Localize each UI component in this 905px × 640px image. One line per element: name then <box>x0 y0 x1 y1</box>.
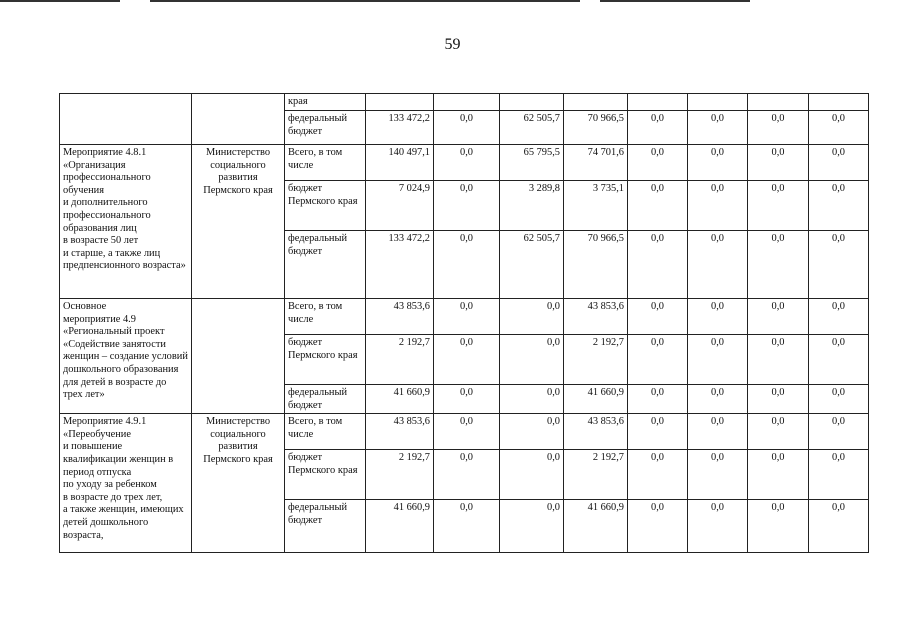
funding-source: бюджет Пермского края <box>285 335 366 385</box>
amount-cell: 0,0 <box>748 450 809 500</box>
amount-cell: 0,0 <box>434 385 500 414</box>
funding-source: бюджет Пермского края <box>285 181 366 231</box>
amount-cell: 0,0 <box>434 231 500 299</box>
measure-description: Мероприятие 4.9.1 «Переобучение и повышение квалификации женщин в период отпуска по уходу за ребенком в возрасте до трех лет, а также женщин, имеющих детей дошкольного возраста, <box>60 414 192 553</box>
funding-source: бюджет Пермского края <box>285 450 366 500</box>
amount-cell: 0,0 <box>688 111 748 145</box>
table-row <box>60 94 869 111</box>
responsible-organization: Министерство социального развития Пермского края <box>192 145 285 299</box>
amount-cell: 70 966,5 <box>564 111 628 145</box>
amount-cell: 41 660,9 <box>366 500 434 553</box>
amount-cell: 0,0 <box>809 450 869 500</box>
amount-cell: 41 660,9 <box>564 500 628 553</box>
amount-cell: 0,0 <box>628 231 688 299</box>
amount-cell: 0,0 <box>809 111 869 145</box>
amount-cell: 0,0 <box>748 414 809 450</box>
table-row <box>60 299 869 335</box>
funding-source: федеральный бюджет <box>285 231 366 299</box>
amount-cell: 7 024,9 <box>366 181 434 231</box>
amount-cell: 0,0 <box>748 231 809 299</box>
funding-source: федеральный бюджет <box>285 500 366 553</box>
funding-source: федеральный бюджет <box>285 111 366 145</box>
amount-cell: 0,0 <box>809 414 869 450</box>
amount-cell: 0,0 <box>809 231 869 299</box>
amount-cell: 133 472,2 <box>366 231 434 299</box>
amount-cell: 0,0 <box>434 500 500 553</box>
responsible-organization: Министерство социального развития Пермского края <box>192 414 285 553</box>
amount-cell: 0,0 <box>500 385 564 414</box>
amount-cell: 0,0 <box>628 181 688 231</box>
amount-cell: 0,0 <box>628 450 688 500</box>
funding-source: Всего, в том числе <box>285 145 366 181</box>
amount-cell: 0,0 <box>748 335 809 385</box>
amount-cell: 0,0 <box>809 145 869 181</box>
budget-table <box>59 93 869 553</box>
amount-cell: 0,0 <box>688 385 748 414</box>
amount-cell: 0,0 <box>628 500 688 553</box>
amount-cell: 0,0 <box>809 181 869 231</box>
scan-top-edge <box>0 0 905 3</box>
amount-cell: 133 472,2 <box>366 111 434 145</box>
amount-cell: 43 853,6 <box>564 414 628 450</box>
funding-source: Всего, в том числе <box>285 299 366 335</box>
page-number: 59 <box>444 36 461 53</box>
amount-cell: 0,0 <box>434 145 500 181</box>
amount-cell: 0,0 <box>688 500 748 553</box>
amount-cell: 0,0 <box>434 111 500 145</box>
amount-cell: 41 660,9 <box>366 385 434 414</box>
measure-description: Основное мероприятие 4.9 «Региональный проект «Содействие занятости женщин – создание условий дошкольного образования для детей в возрасте до трех лет» <box>60 299 192 414</box>
amount-cell: 0,0 <box>500 335 564 385</box>
amount-cell <box>564 94 628 111</box>
amount-cell: 2 192,7 <box>366 335 434 385</box>
table-row <box>60 145 869 181</box>
amount-cell: 0,0 <box>434 335 500 385</box>
amount-cell: 0,0 <box>628 385 688 414</box>
amount-cell <box>688 94 748 111</box>
amount-cell: 0,0 <box>809 299 869 335</box>
amount-cell: 43 853,6 <box>366 299 434 335</box>
amount-cell: 65 795,5 <box>500 145 564 181</box>
amount-cell: 0,0 <box>628 111 688 145</box>
amount-cell: 0,0 <box>809 385 869 414</box>
amount-cell <box>628 94 688 111</box>
amount-cell: 43 853,6 <box>366 414 434 450</box>
table-row <box>60 414 869 450</box>
amount-cell: 62 505,7 <box>500 231 564 299</box>
amount-cell: 2 192,7 <box>366 450 434 500</box>
amount-cell <box>809 94 869 111</box>
responsible-organization <box>192 94 285 145</box>
amount-cell <box>366 94 434 111</box>
amount-cell: 0,0 <box>688 299 748 335</box>
amount-cell: 0,0 <box>748 181 809 231</box>
amount-cell: 74 701,6 <box>564 145 628 181</box>
amount-cell: 0,0 <box>748 500 809 553</box>
amount-cell: 0,0 <box>434 299 500 335</box>
amount-cell: 0,0 <box>748 299 809 335</box>
amount-cell: 0,0 <box>688 450 748 500</box>
amount-cell: 140 497,1 <box>366 145 434 181</box>
amount-cell: 62 505,7 <box>500 111 564 145</box>
amount-cell: 0,0 <box>688 181 748 231</box>
amount-cell <box>434 94 500 111</box>
amount-cell: 2 192,7 <box>564 335 628 385</box>
amount-cell: 0,0 <box>434 414 500 450</box>
amount-cell: 0,0 <box>688 335 748 385</box>
amount-cell: 2 192,7 <box>564 450 628 500</box>
amount-cell: 0,0 <box>688 414 748 450</box>
amount-cell <box>748 94 809 111</box>
amount-cell: 0,0 <box>500 500 564 553</box>
amount-cell: 0,0 <box>748 385 809 414</box>
amount-cell: 0,0 <box>628 335 688 385</box>
amount-cell: 0,0 <box>500 450 564 500</box>
amount-cell: 0,0 <box>628 299 688 335</box>
measure-description <box>60 94 192 145</box>
measure-description: Мероприятие 4.8.1 «Организация профессионального обучения и дополнительного профессионального образования лиц в возрасте 50 лет и старше, а также лиц предпенсионного возраста» <box>60 145 192 299</box>
amount-cell <box>500 94 564 111</box>
responsible-organization <box>192 299 285 414</box>
amount-cell: 0,0 <box>688 145 748 181</box>
amount-cell: 0,0 <box>748 111 809 145</box>
amount-cell: 0,0 <box>688 231 748 299</box>
amount-cell: 43 853,6 <box>564 299 628 335</box>
funding-source: края <box>285 94 366 111</box>
amount-cell: 0,0 <box>748 145 809 181</box>
amount-cell: 0,0 <box>628 414 688 450</box>
amount-cell: 0,0 <box>809 500 869 553</box>
amount-cell: 3 289,8 <box>500 181 564 231</box>
amount-cell: 0,0 <box>434 450 500 500</box>
amount-cell: 0,0 <box>500 299 564 335</box>
amount-cell: 0,0 <box>434 181 500 231</box>
funding-source: федеральный бюджет <box>285 385 366 414</box>
amount-cell: 0,0 <box>500 414 564 450</box>
amount-cell: 0,0 <box>628 145 688 181</box>
amount-cell: 0,0 <box>809 335 869 385</box>
amount-cell: 41 660,9 <box>564 385 628 414</box>
amount-cell: 70 966,5 <box>564 231 628 299</box>
amount-cell: 3 735,1 <box>564 181 628 231</box>
funding-source: Всего, в том числе <box>285 414 366 450</box>
